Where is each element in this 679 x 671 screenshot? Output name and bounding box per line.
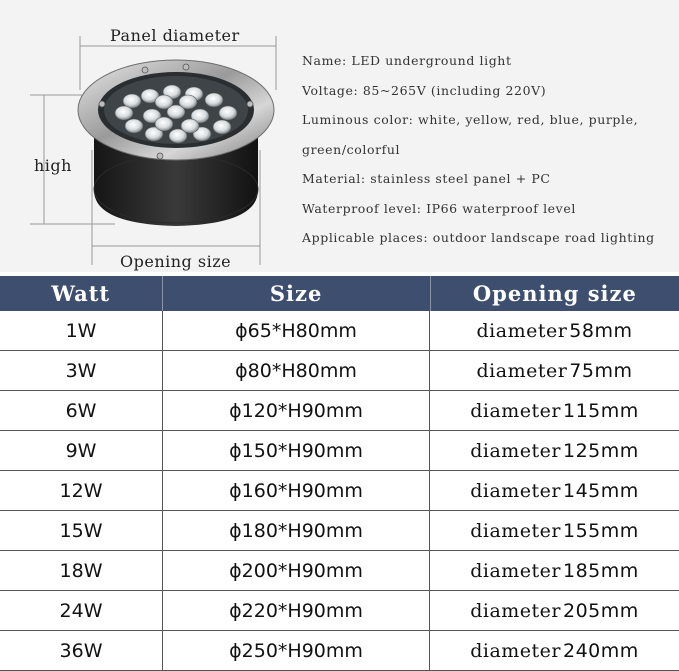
cell-size: ϕ160*H90mm <box>162 471 430 510</box>
table-row <box>0 391 679 431</box>
spec-waterproof: Waterproof level: IP66 waterproof level <box>302 200 576 216</box>
table-row <box>0 431 679 471</box>
spec-voltage: Voltage: 85~265V (including 220V) <box>302 82 547 98</box>
cell-opening-value: 115mm <box>563 399 639 422</box>
cell-opening <box>430 471 679 510</box>
cell-opening-value: 205mm <box>563 599 639 622</box>
cell-size: ϕ80*H80mm <box>162 351 430 390</box>
header-opening-size: Opening size <box>472 281 637 306</box>
header-size: Size <box>162 276 431 311</box>
cell-opening <box>430 311 679 350</box>
spec-name: Name: LED underground light <box>302 53 512 68</box>
panel-diameter-label: Panel diameter <box>110 26 240 45</box>
cell-watt: 36W <box>59 639 103 662</box>
cell-opening-value: 75mm <box>569 359 633 382</box>
cell-opening <box>430 431 679 470</box>
cell-opening-value: 125mm <box>563 439 639 462</box>
cell-opening-value: 145mm <box>563 479 639 502</box>
product-illustration-area <box>0 0 679 272</box>
table-row <box>0 631 679 671</box>
cell-opening-value: 185mm <box>563 559 639 582</box>
cell-opening-word: diameter <box>470 639 561 662</box>
table-row <box>0 551 679 591</box>
cell-watt: 15W <box>59 519 103 542</box>
cell-size: ϕ250*H90mm <box>162 631 430 670</box>
cell-opening-value: 58mm <box>569 319 633 342</box>
opening-size-label: Opening size <box>120 252 232 271</box>
spec-luminous-color-cont: green/colorful <box>302 141 401 157</box>
cell-opening-word: diameter <box>476 319 568 342</box>
cell-watt: 3W <box>65 359 97 382</box>
spec-applicable-places: Applicable places: outdoor landscape road lighting <box>302 230 655 245</box>
cell-opening-word: diameter <box>470 479 561 502</box>
spec-material: Material: stainless steel panel + PC <box>302 171 551 186</box>
table-header <box>0 276 679 311</box>
spec-luminous-color: Luminous color: white, yellow, red, blue, purple, <box>302 112 639 127</box>
cell-opening-word: diameter <box>470 559 561 582</box>
cell-opening <box>430 631 679 670</box>
cell-opening <box>430 391 679 430</box>
cell-size: ϕ200*H90mm <box>162 551 430 590</box>
cell-opening <box>430 591 679 630</box>
height-label: high <box>34 156 72 175</box>
cell-opening-value: 155mm <box>563 519 639 542</box>
cell-size: ϕ150*H90mm <box>162 431 430 470</box>
size-table <box>0 276 679 671</box>
cell-watt: 24W <box>59 599 103 622</box>
cell-opening <box>430 551 679 590</box>
cell-size: ϕ120*H90mm <box>162 391 430 430</box>
cell-size: ϕ220*H90mm <box>162 591 430 630</box>
cell-opening-word: diameter <box>470 519 561 542</box>
table-row <box>0 511 679 551</box>
table-row <box>0 351 679 391</box>
cell-opening-word: diameter <box>476 359 568 382</box>
spec-list <box>302 46 672 253</box>
cell-size: ϕ65*H80mm <box>162 311 430 350</box>
table-row <box>0 591 679 631</box>
cell-opening-word: diameter <box>470 599 561 622</box>
cell-opening-word: diameter <box>470 399 561 422</box>
cell-watt: 18W <box>59 559 103 582</box>
header-watt: Watt <box>51 281 111 306</box>
cell-watt: 6W <box>65 399 97 422</box>
cell-watt: 1W <box>65 319 97 342</box>
cell-watt: 9W <box>65 439 97 462</box>
cell-opening-word: diameter <box>470 439 561 462</box>
cell-opening-value: 240mm <box>563 639 639 662</box>
cell-opening <box>430 351 679 390</box>
cell-watt: 12W <box>59 479 103 502</box>
cell-size: ϕ180*H90mm <box>162 511 430 550</box>
table-row <box>0 471 679 511</box>
cell-opening <box>430 511 679 550</box>
table-row <box>0 311 679 351</box>
